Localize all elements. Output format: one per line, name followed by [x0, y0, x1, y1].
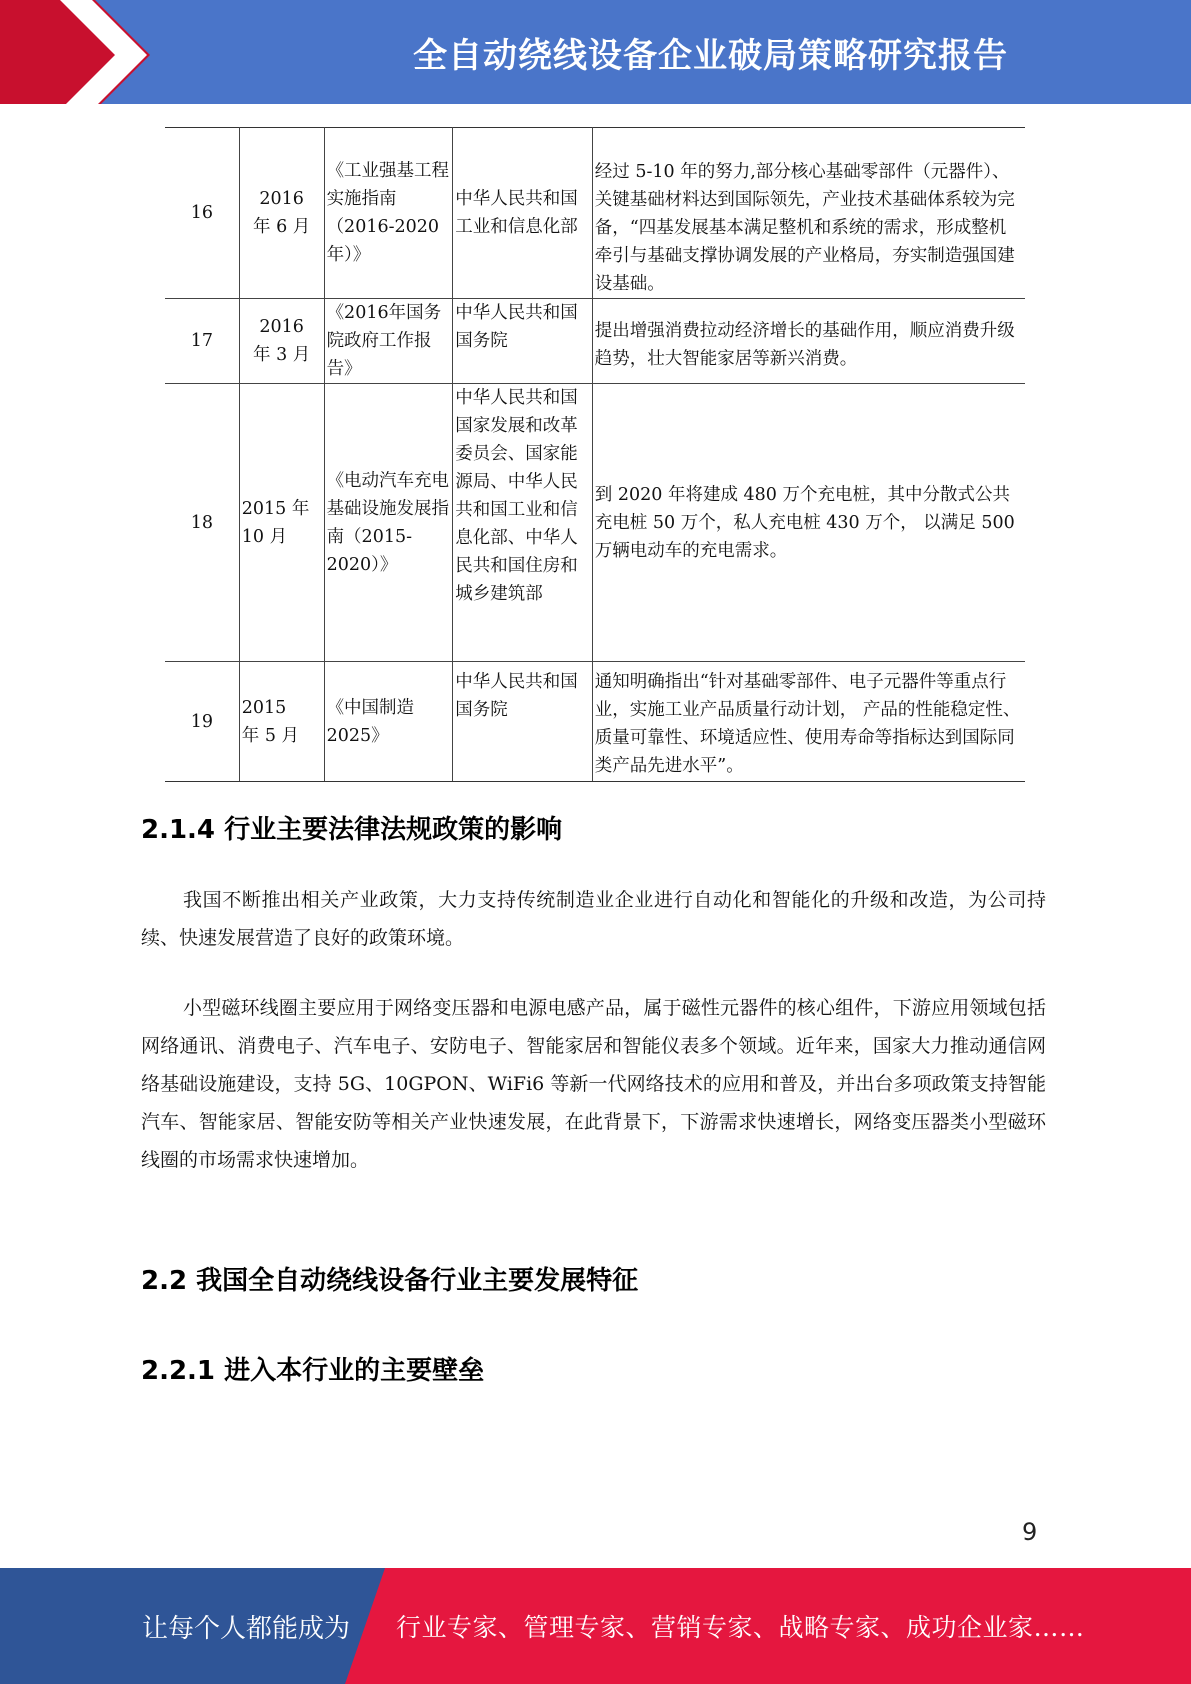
issue-date	[239, 384, 324, 662]
issuing-authority: 中华人民共和国国家发展和改革委员会、国家能源局、中华人民共和国工业和信息化部、中华人民共和国住房和城乡建筑部	[453, 384, 593, 662]
issue-date-line: 年 6 月	[253, 217, 311, 237]
policy-content: 提出增强消费拉动经济增长的基础作用，顺应消费升级趋势，壮大智能家居等新兴消费。	[592, 299, 1025, 384]
table-row	[165, 128, 1025, 299]
section-heading-2-2: 2.2 我国全自动绕线设备行业主要发展特征	[141, 1266, 639, 1296]
issue-date-line: 2015	[241, 697, 287, 718]
issue-date-line: 10 月	[241, 526, 288, 547]
policy-content: 经过 5-10 年的努力,部分核心基础零部件（元器件）、关键基础材料达到国际领先，产业技术基础体系较为完备，“四基发展基本满足整机和系统的需求，形成整机牵引与基础支撑协调发展的产业格局，夯实制造强国建设基础。	[592, 128, 1025, 299]
report-title: 全自动绕线设备企业破局策略研究报告	[413, 35, 1008, 76]
policy-name: 《2016年国务院政府工作报告》	[324, 299, 453, 384]
footer-slogan-left: 让每个人都能成为	[142, 1613, 351, 1644]
section-heading-2-2-1: 2.2.1 进入本行业的主要壁垒	[141, 1356, 485, 1386]
policy-name: 《电动汽车充电基础设施发展指南（2015-2020）》	[324, 384, 453, 662]
page-number: 9	[1022, 1518, 1038, 1546]
row-number: 18	[165, 384, 239, 662]
issue-date-line: 2016	[259, 189, 304, 209]
footer-slogan-right: 行业专家、管理专家、营销专家、战略专家、成功企业家……	[396, 1613, 1085, 1642]
row-number: 16	[165, 128, 239, 299]
section-heading-2-1-4: 2.1.4 行业主要法律法规政策的影响	[141, 815, 563, 845]
row-number: 19	[165, 662, 239, 782]
policy-content: 通知明确指出“针对基础零部件、电子元器件等重点行业，实施工业产品质量行动计划， 产品的性能稳定性、质量可靠性、环境适应性、使用寿命等指标达到国际同类产品先进水平”。	[592, 662, 1025, 782]
issue-date-line: 年 5 月	[241, 725, 300, 746]
issue-date-line: 2016	[259, 317, 304, 337]
issue-date	[239, 299, 324, 384]
policy-content: 到 2020 年将建成 480 万个充电桩，其中分散式公共充电桩 50 万个，私人充电桩 430 万个， 以满足 500 万辆电动车的充电需求。	[592, 384, 1025, 662]
row-number: 17	[165, 299, 239, 384]
table-row	[165, 299, 1025, 384]
issuing-authority: 中华人民共和国国务院	[453, 299, 593, 384]
issue-date-line: 年 3 月	[253, 345, 311, 365]
issuing-authority: 中华人民共和国工业和信息化部	[453, 128, 593, 299]
issue-date-line: 2015 年	[241, 498, 310, 519]
table-row	[165, 384, 1025, 662]
page-header	[0, 0, 1191, 110]
body-paragraph: 我国不断推出相关产业政策，大力支持传统制造业企业进行自动化和智能化的升级和改造，为公司持续、快速发展营造了良好的政策环境。	[141, 889, 1046, 949]
issuing-authority: 中华人民共和国国务院	[453, 662, 593, 782]
page-footer	[0, 1568, 1191, 1684]
issue-date	[239, 128, 324, 299]
policy-name: 《工业强基工程实施指南（2016-2020年）》	[324, 128, 453, 299]
policy-name: 《中国制造2025》	[324, 662, 453, 782]
table-row	[165, 662, 1025, 782]
issue-date	[239, 662, 324, 782]
body-paragraph: 小型磁环线圈主要应用于网络变压器和电源电感产品，属于磁性元器件的核心组件，下游应用领域包括网络通讯、消费电子、汽车电子、安防电子、智能家居和智能仪表多个领域。近年来，国家大力推动通信网络基础设施建设，支持 5G、10GPON、WiFi6 等新一代网络技术的应用和普及，并出台多项政策支持智能汽车、智能家居、智能安防等相关产业快速发展，在此背景下，下游需求快速增长，网络变压器类小型磁环线圈的市场需求快速增加。	[141, 997, 1046, 1171]
policy-table	[165, 127, 1025, 782]
